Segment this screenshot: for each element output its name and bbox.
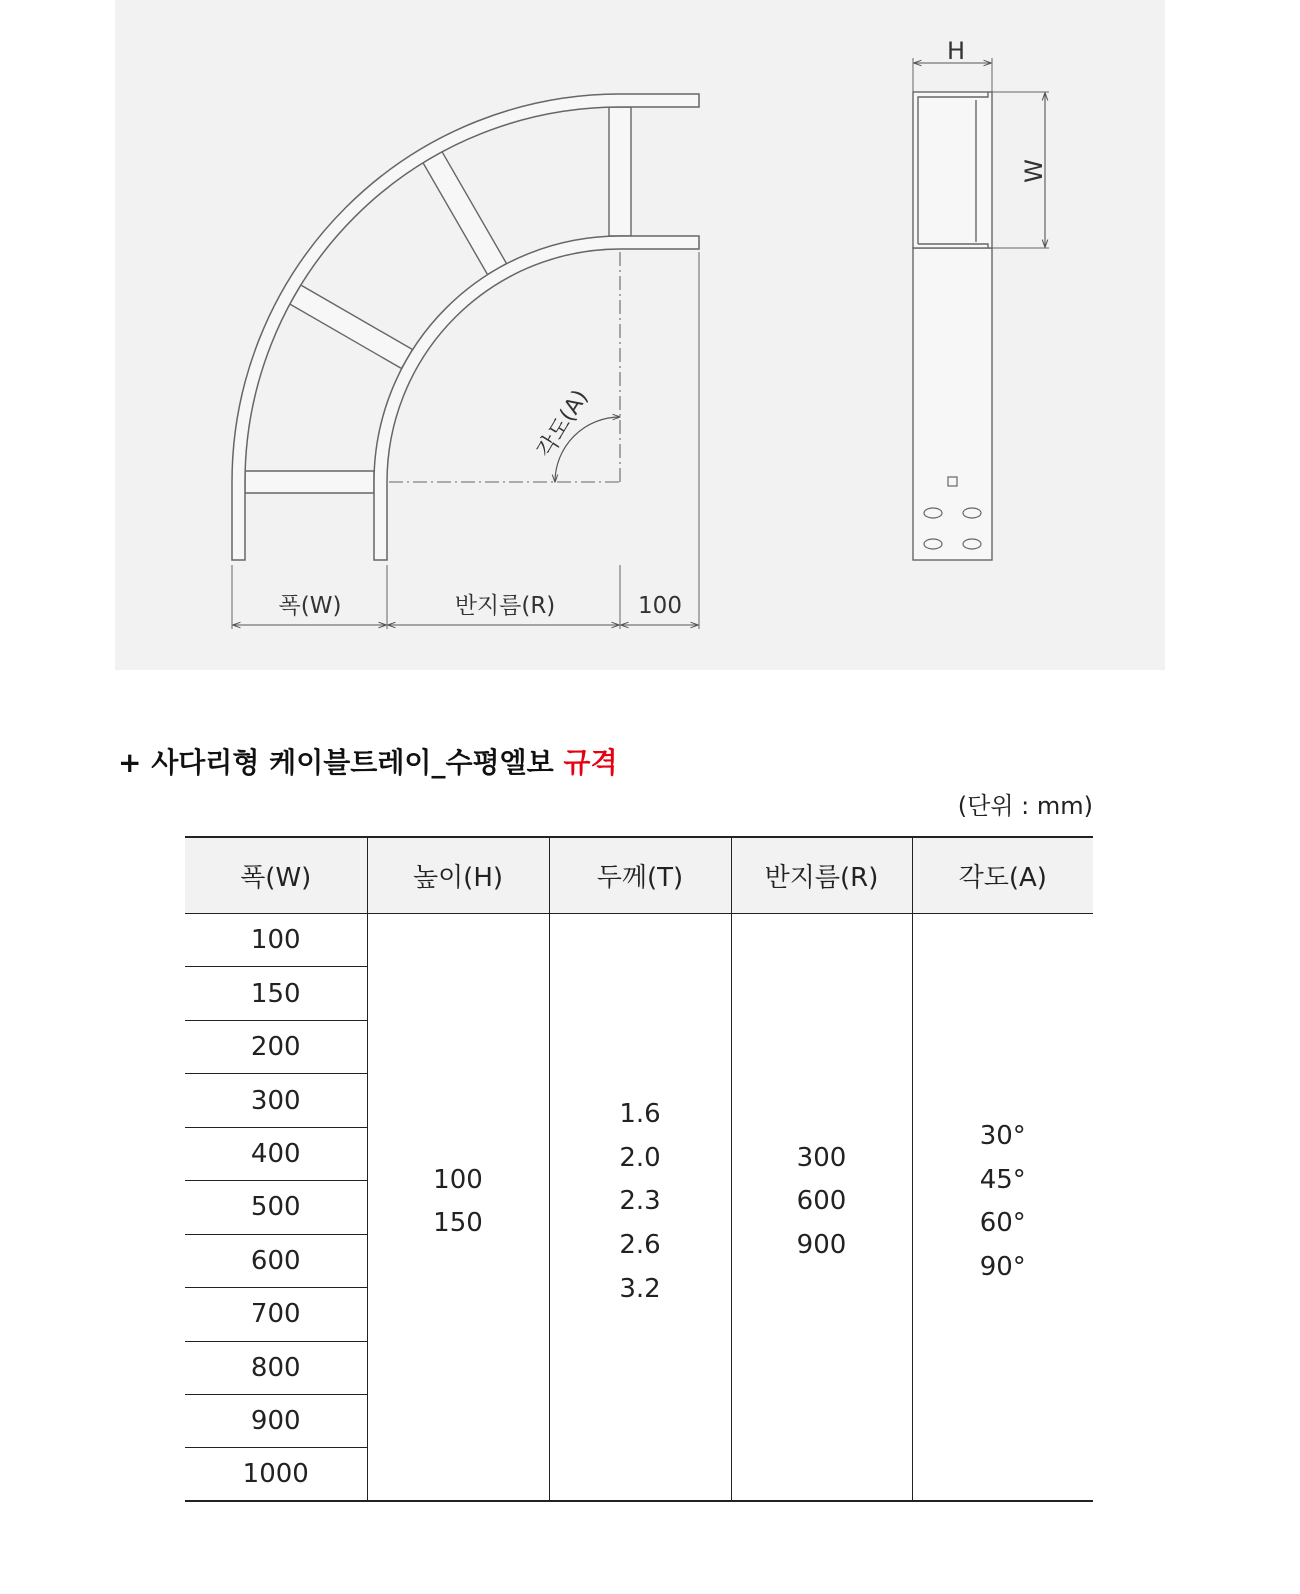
straight-dimension-label: 100	[638, 593, 682, 619]
radius-value: 900	[796, 1229, 847, 1260]
rung-0deg	[245, 471, 374, 493]
spec-table-header	[185, 837, 1093, 914]
header-height: 높이(H)	[367, 837, 549, 914]
header-angle: 각도(A)	[912, 837, 1093, 914]
thickness-value: 2.6	[619, 1229, 661, 1260]
angle-value: 45°	[979, 1164, 1026, 1195]
header-radius: 반지름(R)	[731, 837, 912, 914]
rung-60deg	[423, 152, 507, 275]
spec-table-body	[185, 914, 1093, 1502]
spec-table	[185, 836, 1093, 1502]
section-title	[118, 744, 618, 782]
width-cell: 100	[185, 914, 367, 967]
width-cell: 800	[185, 1341, 367, 1394]
thickness-value: 2.0	[619, 1142, 661, 1173]
angle-label: 각도(A)	[532, 385, 594, 463]
thickness-values	[550, 1093, 731, 1311]
header-width: 폭(W)	[185, 837, 367, 914]
width-cell: 900	[185, 1394, 367, 1447]
width-cell: 300	[185, 1074, 367, 1127]
header-row	[185, 837, 1093, 914]
radius-value: 300	[796, 1142, 847, 1173]
width-cell: 400	[185, 1127, 367, 1180]
height-value: 150	[433, 1208, 483, 1239]
width-cell: 700	[185, 1288, 367, 1341]
channel-section	[913, 92, 992, 248]
angle-values-cell	[912, 914, 1093, 1502]
rung-90deg	[609, 107, 631, 236]
unit-note: (단위 : mm)	[957, 792, 1093, 820]
inner-rail	[374, 236, 699, 560]
height-values	[368, 1159, 549, 1246]
thickness-value: 3.2	[619, 1273, 661, 1304]
radius-values-cell	[731, 914, 912, 1502]
width-dimension-label: 폭(W)	[278, 593, 342, 619]
title-highlight: 규격	[563, 746, 618, 779]
side-height-label: H	[946, 37, 966, 65]
angle-value: 60°	[979, 1208, 1026, 1239]
angle-value: 30°	[979, 1120, 1026, 1151]
height-values-cell	[367, 914, 549, 1502]
title-prefix: + 사다리형 케이블트레이_수평엘보	[118, 746, 564, 779]
side-plate	[913, 248, 992, 560]
side-width-label: W	[1020, 159, 1048, 183]
center-lines	[389, 252, 620, 482]
width-cell: 1000	[242, 1459, 309, 1490]
table-row	[185, 914, 1093, 967]
thickness-values-cell	[549, 914, 731, 1502]
radius-dimension-label: 반지름(R)	[454, 593, 556, 619]
drawing-panel	[115, 0, 1165, 670]
header-thickness: 두께(T)	[549, 837, 731, 914]
angle-value: 90°	[979, 1251, 1026, 1282]
thickness-value: 1.6	[619, 1099, 661, 1130]
radius-values	[732, 1137, 912, 1268]
width-cell: 500	[185, 1181, 367, 1234]
rung-30deg	[290, 285, 413, 369]
width-cell: 200	[185, 1020, 367, 1073]
elbow-drawing	[115, 0, 1165, 670]
angle-values	[913, 1115, 1094, 1289]
radius-value: 600	[796, 1186, 847, 1217]
height-value: 100	[433, 1164, 483, 1195]
width-cell: 600	[185, 1234, 367, 1287]
width-cell: 150	[185, 967, 367, 1020]
rungs	[245, 107, 631, 493]
thickness-value: 2.3	[619, 1186, 661, 1217]
side-view	[913, 92, 992, 560]
